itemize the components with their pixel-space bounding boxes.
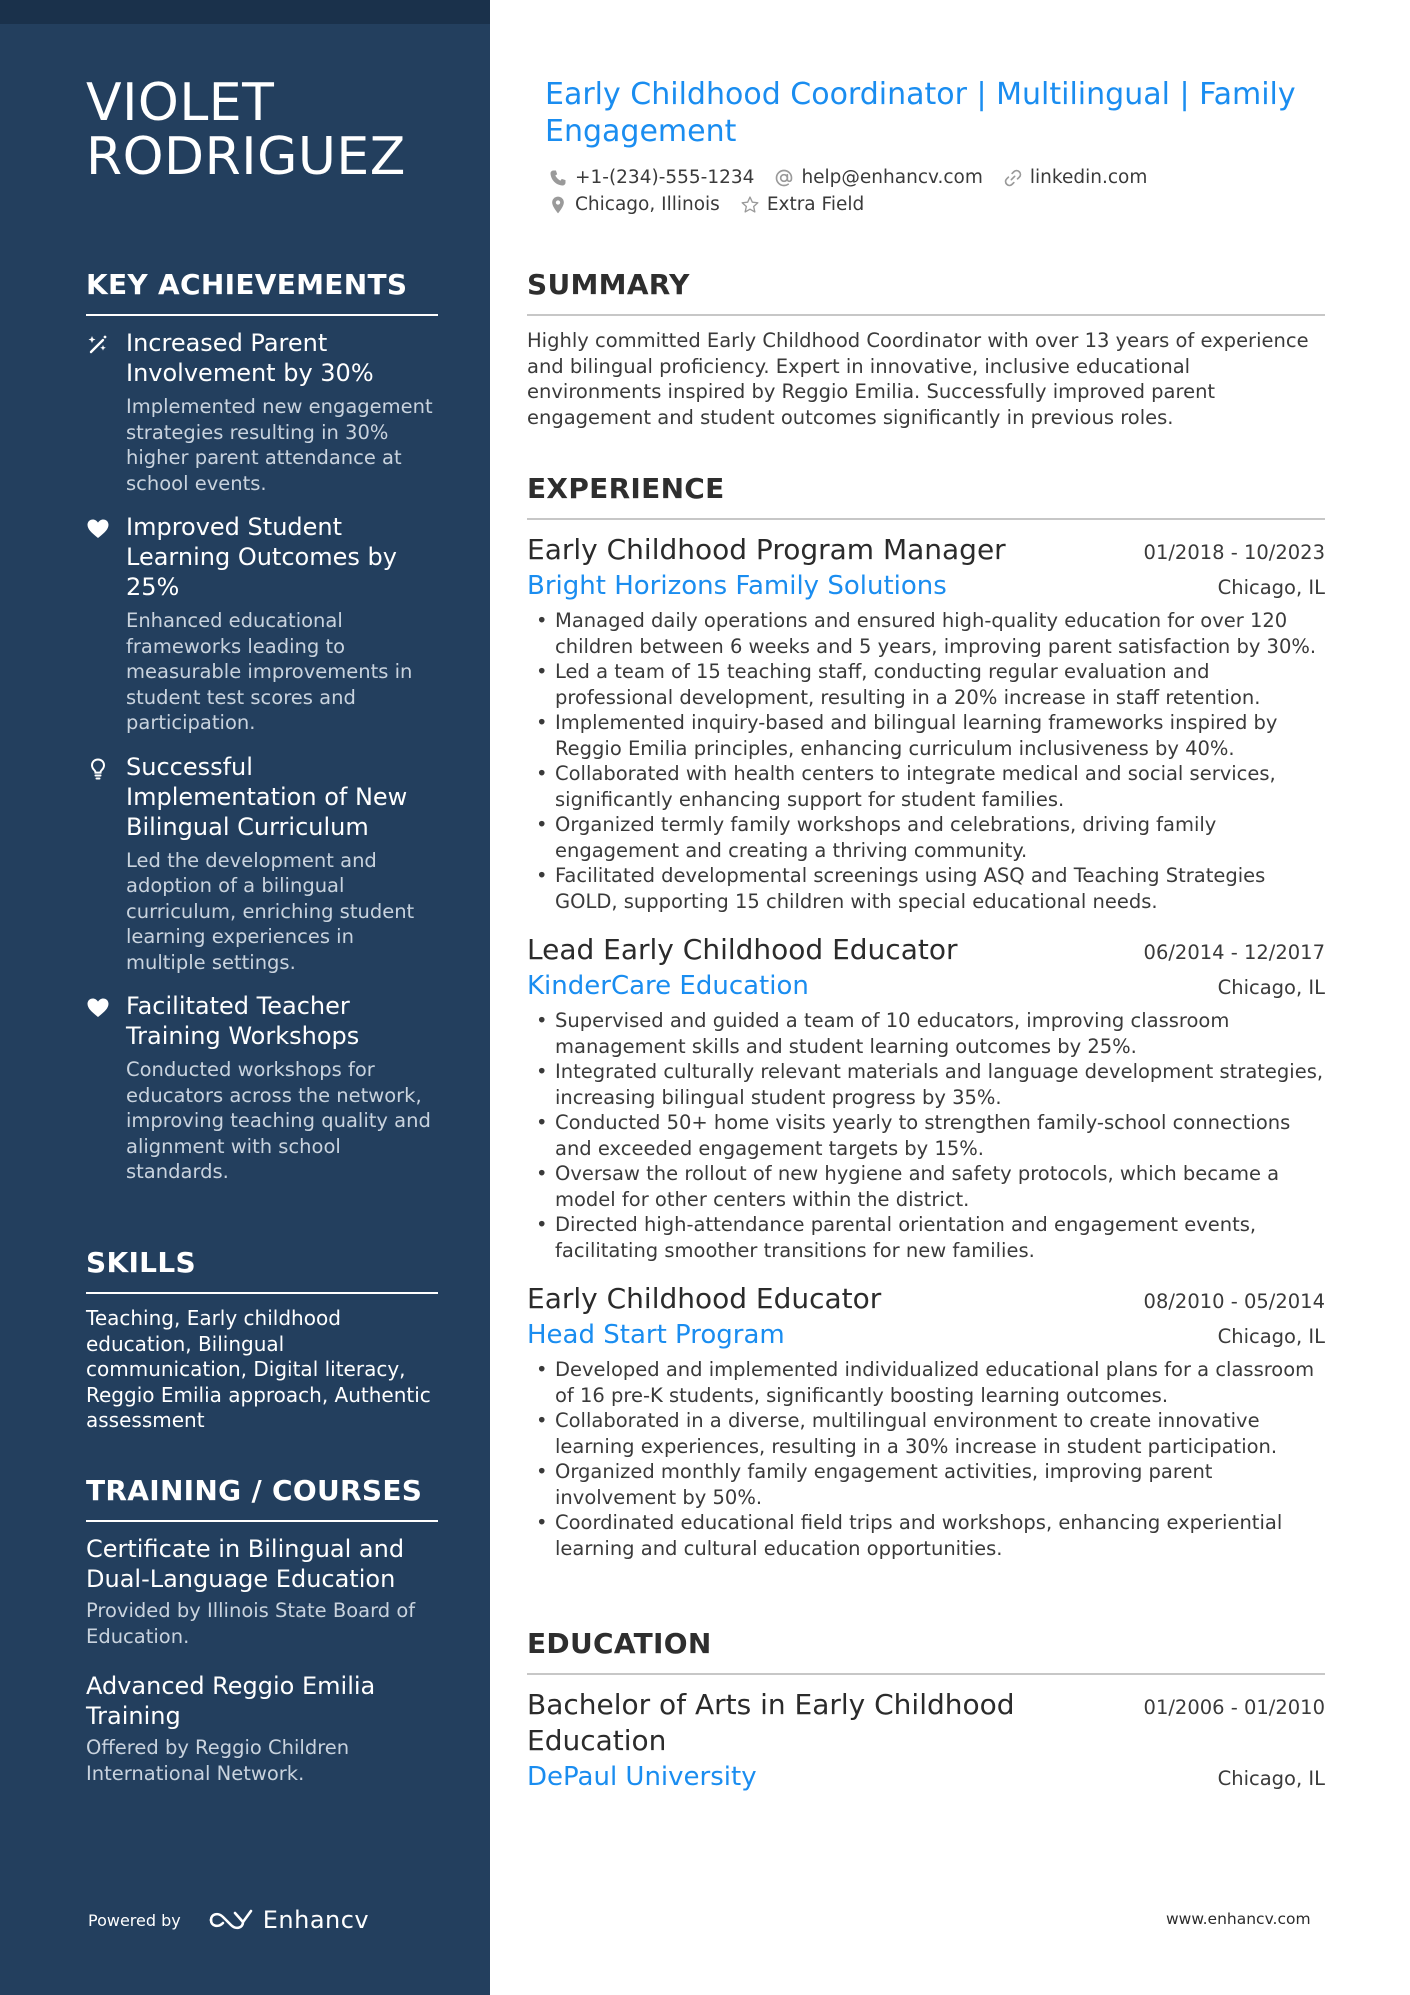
enhancv-logo-icon [207,1907,255,1933]
enhancv-brand-name: Enhancv [262,1906,370,1934]
achievement-item [86,328,438,496]
key-achievements-section [86,268,438,1201]
training-section [86,1474,438,1808]
link-icon [1003,168,1023,188]
key-achievements-heading: KEY ACHIEVEMENTS [86,268,438,316]
job-bullets [527,608,1325,914]
training-heading: TRAINING / COURSES [86,1474,438,1522]
job-bullet: • Implemented inquiry-based and bilingual learning frameworks inspired by Reggio Emilia principles, enhancing curriculum inclusiveness by 40%. [527,710,1325,761]
candidate-name: VIOLET RODRIGUEZ [86,73,406,187]
job-title: Lead Early Childhood Educator [527,933,958,966]
job-bullet: • Led a team of 15 teaching staff, conducting regular evaluation and professional development, resulting in a 20% increase in staff retention. [527,659,1325,710]
extra-field-text: Extra Field [766,194,865,215]
job-bullets [527,1357,1325,1561]
achievement-title: Successful Implementation of New Bilingual Curriculum [126,752,408,841]
location-pin-icon [548,195,568,215]
course-description: Provided by Illinois State Board of Education. [86,1599,416,1648]
sidebar-top-band [0,0,490,24]
course-description: Offered by Reggio Children International Network. [86,1736,350,1785]
job-location: Chicago, IL [1217,976,1325,999]
experience-heading: EXPERIENCE [527,472,1325,520]
phone-icon [548,168,568,188]
contact-phone[interactable] [548,167,754,188]
job-bullet: • Organized termly family workshops and celebrations, driving family engagement and creating a thriving community. [527,812,1325,863]
star-icon [740,195,760,215]
achievement-description: Enhanced educational frameworks leading to measurable improvements in student test scores and participation. [126,609,413,734]
education-heading: EDUCATION [527,1627,1325,1675]
job-company: Bright Horizons Family Solutions [527,571,947,601]
job-bullet: • Managed daily operations and ensured high-quality education for over 120 children between 6 weeks and 5 years, improving parent satisfaction by 30%. [527,608,1325,659]
education-section [527,1627,1325,1813]
job-company: Head Start Program [527,1320,785,1350]
at-sign-icon [774,168,794,188]
contact-location [548,194,720,215]
degree-title: Bachelor of Arts in Early Childhood Education [527,1688,1015,1757]
education-dates: 01/2006 - 01/2010 [1143,1696,1325,1719]
achievement-description: Led the development and adoption of a bilingual curriculum, enriching student learning experiences in multiple settings. [126,848,415,974]
school-location: Chicago, IL [1217,1767,1325,1790]
achievement-title: Increased Parent Involvement by 30% [126,329,374,387]
job-bullet: • Supervised and guided a team of 10 educators, improving classroom management skills and student learning outcomes by 25%. [527,1008,1325,1059]
course-title: Advanced Reggio Emilia Training [86,1672,376,1730]
job-bullets [527,1008,1325,1263]
magic-wand-icon [86,328,126,496]
heart-icon [86,512,126,736]
job-entry [527,532,1325,914]
achievement-description: Conducted workshops for educators across the network, improving teaching quality and alignment with school standards. [126,1058,431,1183]
powered-by-label: Powered by [88,1910,181,1930]
job-location: Chicago, IL [1217,576,1325,599]
achievement-item [86,512,438,736]
skills-list: Teaching, Early childhood education, Bilingual communication, Digital literacy, Reggio Emilia approach, Authentic assessment [86,1306,431,1432]
achievement-title: Facilitated Teacher Training Workshops [126,992,360,1050]
job-dates: 08/2010 - 05/2014 [1143,1290,1325,1313]
powered-by [88,1906,369,1934]
summary-text: Highly committed Early Childhood Coordinator with over 13 years of experience and bilingual proficiency. Expert in innovative, inclusive educational environments inspired by Reggio Emilia. Successfully improved parent engagement and student outcomes significantly in previous roles. [527,329,1309,429]
education-entry [527,1687,1325,1795]
phone-text: +1-(234)-555-1234 [575,167,755,188]
heart-icon [86,991,126,1185]
enhancv-logo[interactable] [207,1906,369,1934]
school-name: DePaul University [527,1762,757,1792]
contact-info [548,164,1308,218]
sidebar [0,0,490,1995]
job-dates: 06/2014 - 12/2017 [1143,941,1325,964]
job-bullet: • Coordinated educational field trips and workshops, enhancing experiential learning and cultural education opportunities. [527,1510,1325,1561]
job-location: Chicago, IL [1217,1325,1325,1348]
achievement-description: Implemented new engagement strategies resulting in 30% higher parent attendance at school events. [126,395,433,495]
job-dates: 01/2018 - 10/2023 [1143,541,1325,564]
job-bullet: • Directed high-attendance parental orientation and engagement events, facilitating smoother transitions for new families. [527,1212,1325,1263]
job-title: Early Childhood Program Manager [527,533,1006,566]
skills-section [86,1246,438,1434]
course-item [86,1671,438,1786]
achievement-item [86,991,438,1185]
experience-section [527,472,1325,1579]
summary-section [527,268,1325,430]
job-title: Early Childhood Educator [527,1282,882,1315]
achievement-title: Improved Student Learning Outcomes by 25% [126,513,397,601]
location-text: Chicago, Illinois [575,194,720,215]
job-entry [527,932,1325,1263]
job-bullet: • Collaborated in a diverse, multilingual environment to create innovative learning experiences, resulting in a 30% increase in student participation. [527,1408,1325,1459]
lightbulb-icon [86,752,126,976]
job-entry [527,1281,1325,1561]
email-text: help@enhancv.com [801,167,983,188]
contact-link[interactable] [1003,167,1147,188]
job-bullet: • Developed and implemented individualized educational plans for a classroom of 16 pre-K students, significantly boosting learning outcomes. [527,1357,1325,1408]
job-bullet: • Facilitated developmental screenings using ASQ and Teaching Strategies GOLD, supporting 15 children with special educational needs. [527,863,1325,914]
job-bullet: • Collaborated with health centers to integrate medical and social services, significantly enhancing support for student families. [527,761,1325,812]
achievement-item [86,752,438,976]
job-bullet: • Oversaw the rollout of new hygiene and safety protocols, which became a model for other centers within the district. [527,1161,1325,1212]
course-item [86,1534,438,1649]
skills-heading: SKILLS [86,1246,438,1294]
job-bullet: • Integrated culturally relevant materials and language development strategies, increasing bilingual student progress by 35%. [527,1059,1325,1110]
job-company: KinderCare Education [527,971,809,1001]
summary-heading: SUMMARY [527,268,1325,316]
course-title: Certificate in Bilingual and Dual-Language Education [86,1535,405,1593]
link-text: linkedin.com [1029,167,1148,188]
headline: Early Childhood Coordinator | Multilingual | Family Engagement [545,77,1296,149]
contact-email[interactable] [774,167,982,188]
footer-url[interactable]: www.enhancv.com [1166,1910,1311,1928]
contact-extra [740,194,864,215]
job-bullet: • Organized monthly family engagement activities, improving parent involvement by 50%. [527,1459,1325,1510]
job-bullet: • Conducted 50+ home visits yearly to strengthen family-school connections and exceeded engagement targets by 15%. [527,1110,1325,1161]
